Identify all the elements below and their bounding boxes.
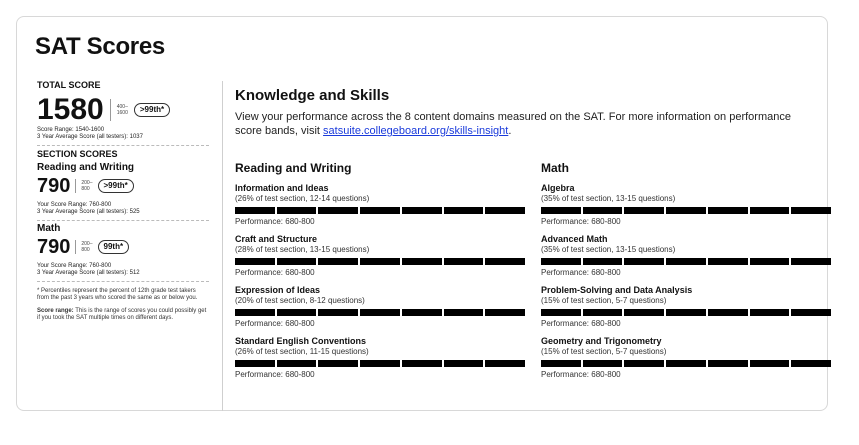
- performance-bar-segment: [360, 258, 400, 265]
- domain-weight: (28% of test section, 13-15 questions): [235, 245, 370, 254]
- desc-text: View your performance across the 8 content domains measured on the SAT. For more information on performance score bands, visit: [235, 111, 791, 137]
- percentile-badge: >99th*: [134, 103, 170, 117]
- domain-name: Geometry and Trigonometry: [541, 336, 662, 346]
- knowledge-skills-panel: [235, 87, 835, 379]
- domain-weight: (15% of test section, 5-7 questions): [541, 296, 667, 305]
- performance-bar-segment: [666, 258, 706, 265]
- performance-bar-segment: [360, 360, 400, 367]
- performance-bar-segment: [485, 309, 525, 316]
- performance-range: Performance: 680-800: [235, 217, 315, 226]
- sat-scores-card: [16, 16, 828, 411]
- total-score-range: [117, 104, 128, 116]
- math-domain-item: [541, 285, 831, 328]
- range-min: 200–: [81, 180, 93, 186]
- section-reading-writing: [37, 164, 209, 216]
- math-domain-item: [541, 336, 831, 379]
- performance-bar-segment: [583, 309, 623, 316]
- performance-bar-segment: [318, 258, 358, 265]
- section-score-value: 790: [37, 236, 71, 258]
- performance-bar-segment: [624, 207, 664, 214]
- domain-name: Algebra: [541, 183, 575, 193]
- divider: [37, 220, 209, 221]
- performance-bar-segment: [791, 360, 831, 367]
- performance-bar-segment: [624, 309, 664, 316]
- domain-name: Problem-Solving and Data Analysis: [541, 285, 693, 295]
- performance-range: Performance: 680-800: [235, 319, 315, 328]
- percentile-note: * Percentiles represent the percent of 12th grade test takers from the past 3 years who scored the same as or below you.: [37, 288, 198, 301]
- performance-bar-segment: [791, 258, 831, 265]
- section-score-row: [37, 176, 209, 196]
- section-score-range-text: Your Score Range: 760-800: [37, 202, 112, 208]
- section-score-row: [37, 237, 209, 257]
- performance-bar-segment: [541, 207, 581, 214]
- performance-bar-segment: [583, 360, 623, 367]
- performance-bar-segment: [541, 258, 581, 265]
- performance-bar-segment: [750, 207, 790, 214]
- range-max: 1600: [116, 110, 128, 116]
- domain-weight: (20% of test section, 8-12 questions): [235, 296, 365, 305]
- domain-name: Information and Ideas: [235, 183, 329, 193]
- domain-weight: (35% of test section, 13-15 questions): [541, 194, 676, 203]
- domain-name: Standard English Conventions: [235, 336, 367, 346]
- performance-bar-segment: [444, 360, 484, 367]
- performance-bar-segment: [402, 207, 442, 214]
- performance-bar-segment: [277, 360, 317, 367]
- total-average-text: 3 Year Average Score (all testers): 1037: [37, 134, 143, 140]
- rw-domains: [235, 161, 525, 379]
- math-domain-item: [541, 183, 831, 226]
- performance-bar-segment: [485, 207, 525, 214]
- performance-bar-segment: [791, 207, 831, 214]
- section-name: Math: [37, 223, 61, 234]
- math-domain-item: [541, 234, 831, 277]
- performance-bar-segment: [235, 258, 275, 265]
- section-average-text: 3 Year Average Score (all testers): 512: [37, 270, 140, 276]
- note-text: This is the range of scores you could possibly get if you took the SAT multiple times on different days.: [37, 308, 207, 321]
- performance-bar-segment: [235, 207, 275, 214]
- performance-bar-segment: [708, 258, 748, 265]
- domain-weight: (15% of test section, 5-7 questions): [541, 347, 667, 356]
- section-score-range-text: Your Score Range: 760-800: [37, 263, 112, 269]
- performance-bar-segment: [485, 360, 525, 367]
- note-bold: Score range:: [37, 308, 74, 314]
- domain-name: Advanced Math: [541, 234, 608, 244]
- performance-bar-segment: [583, 258, 623, 265]
- performance-bar-segment: [485, 258, 525, 265]
- performance-bar: [235, 207, 525, 214]
- domain-weight: (35% of test section, 13-15 questions): [541, 245, 676, 254]
- section-score-range: [81, 180, 92, 192]
- performance-bar-segment: [666, 360, 706, 367]
- performance-bar-segment: [624, 360, 664, 367]
- performance-bar-segment: [360, 309, 400, 316]
- total-score-value: 1580: [37, 93, 104, 126]
- section-name: Reading and Writing: [37, 162, 135, 173]
- range-max: 800: [81, 247, 90, 253]
- range-min: 200–: [81, 241, 93, 247]
- total-score-row: [37, 95, 209, 125]
- score-separator: [75, 179, 76, 193]
- domain-weight: (26% of test section, 11-15 questions): [235, 347, 369, 356]
- performance-bar-segment: [318, 207, 358, 214]
- domain-weight: (26% of test section, 12-14 questions): [235, 194, 370, 203]
- range-max: 800: [81, 186, 90, 192]
- section-score-value: 790: [37, 175, 71, 197]
- percentile-badge: >99th*: [98, 179, 134, 193]
- performance-bar-segment: [666, 207, 706, 214]
- total-score-label: TOTAL SCORE: [37, 80, 101, 90]
- performance-bar-segment: [318, 360, 358, 367]
- performance-bar-segment: [750, 258, 790, 265]
- percentile-badge: 99th*: [98, 240, 130, 254]
- page-title: SAT Scores: [35, 33, 165, 60]
- performance-bar: [235, 360, 525, 367]
- section-scores-label: SECTION SCORES: [37, 149, 118, 159]
- rw-domain-item: [235, 183, 525, 226]
- performance-range: Performance: 680-800: [541, 268, 621, 277]
- section-average-text: 3 Year Average Score (all testers): 525: [37, 209, 140, 215]
- performance-bar: [541, 360, 831, 367]
- performance-bar-segment: [277, 258, 317, 265]
- rw-domain-item: [235, 336, 525, 379]
- rw-title: Reading and Writing: [235, 161, 352, 175]
- knowledge-description: [235, 110, 795, 138]
- performance-bar-segment: [541, 309, 581, 316]
- vertical-divider: [222, 81, 223, 411]
- domain-name: Expression of Ideas: [235, 285, 321, 295]
- performance-bar-segment: [666, 309, 706, 316]
- section-math: [37, 225, 209, 277]
- performance-bar-segment: [583, 207, 623, 214]
- performance-bar-segment: [750, 360, 790, 367]
- rw-domain-item: [235, 285, 525, 328]
- score-summary-panel: [37, 81, 209, 411]
- score-range-note: [37, 308, 209, 322]
- performance-bar-segment: [318, 309, 358, 316]
- performance-bar-segment: [708, 360, 748, 367]
- rw-domain-item: [235, 234, 525, 277]
- performance-bar-segment: [402, 309, 442, 316]
- performance-bar-segment: [444, 207, 484, 214]
- performance-bar: [541, 309, 831, 316]
- section-score-range: [81, 241, 92, 253]
- performance-bar-segment: [277, 309, 317, 316]
- range-min: 400–: [116, 104, 128, 110]
- performance-range: Performance: 680-800: [541, 217, 621, 226]
- performance-bar-segment: [791, 309, 831, 316]
- score-separator: [75, 240, 76, 254]
- performance-bar-segment: [360, 207, 400, 214]
- performance-bar-segment: [235, 360, 275, 367]
- skills-insight-link[interactable]: satsuite.collegeboard.org/skills-insight: [323, 125, 509, 137]
- performance-range: Performance: 680-800: [235, 268, 315, 277]
- performance-bar: [541, 258, 831, 265]
- score-separator: [110, 99, 111, 121]
- performance-range: Performance: 680-800: [541, 370, 621, 379]
- performance-range: Performance: 680-800: [235, 370, 315, 379]
- divider: [37, 281, 209, 282]
- performance-bar-segment: [708, 309, 748, 316]
- performance-bar-segment: [402, 258, 442, 265]
- performance-bar-segment: [277, 207, 317, 214]
- performance-bar-segment: [541, 360, 581, 367]
- performance-bar-segment: [624, 258, 664, 265]
- performance-bar-segment: [708, 207, 748, 214]
- performance-bar-segment: [444, 309, 484, 316]
- performance-range: Performance: 680-800: [541, 319, 621, 328]
- total-score-range-text: Score Range: 1540-1600: [37, 127, 105, 133]
- performance-bar: [541, 207, 831, 214]
- performance-bar-segment: [444, 258, 484, 265]
- divider: [37, 145, 209, 146]
- performance-bar-segment: [402, 360, 442, 367]
- domain-name: Craft and Structure: [235, 234, 318, 244]
- desc-end: .: [508, 125, 512, 137]
- math-title: Math: [541, 161, 569, 175]
- performance-bar: [235, 258, 525, 265]
- performance-bar-segment: [750, 309, 790, 316]
- performance-bar: [235, 309, 525, 316]
- performance-bar-segment: [235, 309, 275, 316]
- knowledge-title: Knowledge and Skills: [235, 87, 390, 104]
- math-domains: [541, 161, 831, 379]
